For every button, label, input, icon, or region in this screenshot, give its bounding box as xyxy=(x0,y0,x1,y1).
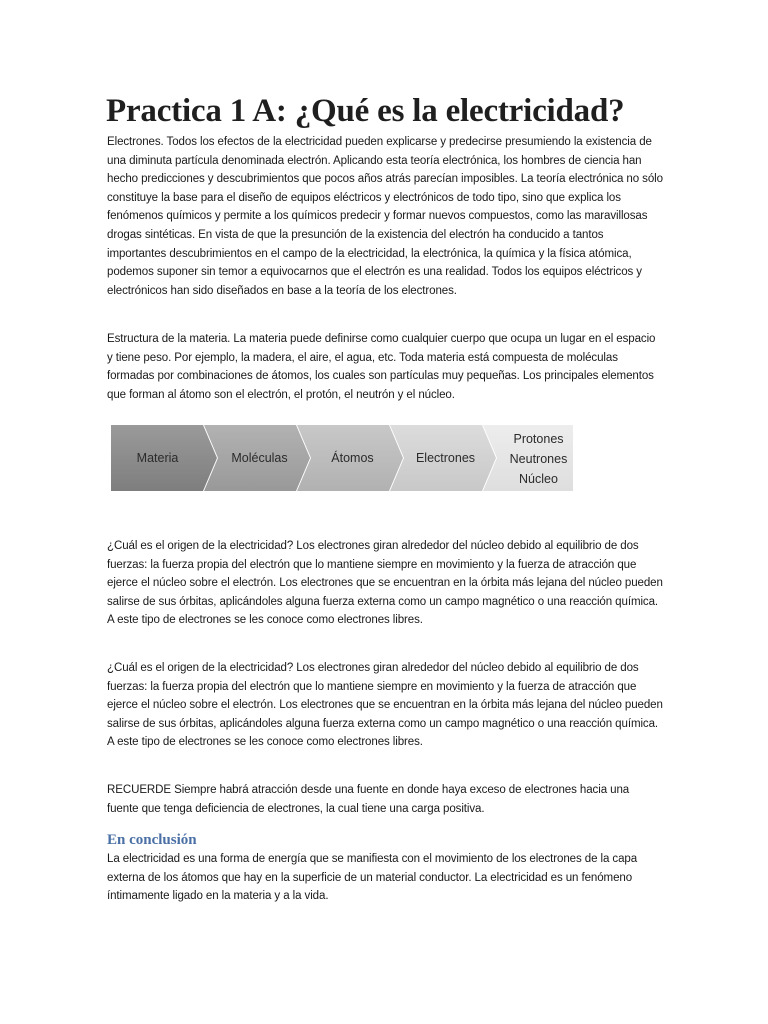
paragraph-text: ¿Cuál es el origen de la electricidad? Los electrones giran alrededor del núcleo debido al equilibrio de dos fuerzas: la fuerza propia del electrón que lo mantiene siempre en movimiento y la fuerza de atracción que ejerce el núcleo sobre el electrón. Los electrones que se encuentran en la órbita más lejana del núcleo pueden salirse de sus órbitas, aplicándoles alguna fuerza externa como un campo magnético o una reacción química. A este tipo de electrones se les conoce como electrones libres. xyxy=(107,662,663,749)
paragraph-electrones xyxy=(107,133,663,300)
diagram-step-label: Átomos xyxy=(331,451,374,465)
diagram-step-label: Moléculas xyxy=(231,451,288,465)
paragraph-text: Estructura de la materia. La materia puede definirse como cualquier cuerpo que ocupa un lugar en el espacio y tiene peso. Por ejemplo, la madera, el aire, el agua, etc. Toda materia está compuesta de moléculas formadas por combinaciones de átomos, los cuales son partículas muy pequeñas. Los principales elementos que forman al átomo son el electrón, el protón, el neutrón y el núcleo. xyxy=(107,333,656,401)
paragraph-text: RECUERDE Siempre habrá atracción desde una fuente en donde haya exceso de electrones hacia una fuente que tenga deficiencia de electrones, la cual tiene una carga positiva. xyxy=(107,784,630,815)
paragraph-origen-2 xyxy=(107,659,663,752)
process-diagram xyxy=(111,425,573,491)
paragraph-text: ¿Cuál es el origen de la electricidad? Los electrones giran alrededor del núcleo debido al equilibrio de dos fuerzas: la fuerza propia del electrón que lo mantiene siempre en movimiento y la fuerza de atracción que ejerce el núcleo sobre el electrón. Los electrones que se encuentran en la órbita más lejana del núcleo pueden salirse de sus órbitas, aplicándoles alguna fuerza externa como un campo magnético o una reacción química. A este tipo de electrones se les conoce como electrones libres. xyxy=(107,540,663,627)
process-diagram-svg xyxy=(111,425,573,491)
conclusion-heading: En conclusión xyxy=(107,832,197,848)
diagram-step-label: Neutrones xyxy=(509,452,568,466)
diagram-step-label: Materia xyxy=(136,451,179,465)
paragraph-text: Electrones. Todos los efectos de la electricidad pueden explicarse y predecirse presumiendo la existencia de una diminuta partícula denominada electrón. Aplicando esta teoría electrónica, los hombres de ciencia han hecho predicciones y descubrimientos que pocos años atrás parecían imposibles. La teoría electrónica no sólo constituye la base para el diseño de equipos eléctricos y electrónicos de todo tipo, sino que explica los fenómenos químicos y permite a los químicos predecir y formar nuevos compuestos, como las maravillosas drogas sintéticas. En vista de que la presunción de la existencia del electrón ha conducido a tantos importantes descubrimientos en el campo de la electricidad, la electrónica, la química y la física atómica, podemos suponer sin temor a equivocarnos que el electrón es una realidad. Todos los equipos eléctricos y electrónicos han sido diseñados en base a la teoría de los electrones. xyxy=(107,136,663,297)
diagram-step-label: Núcleo xyxy=(519,472,558,486)
diagram-step-label: Electrones xyxy=(415,451,476,465)
diagram-step-label: Protones xyxy=(513,432,564,446)
page-title: Practica 1 A: ¿Qué es la electricidad? xyxy=(106,93,625,129)
conclusion-text: La electricidad es una forma de energía que se manifiesta con el movimiento de los electrones de la capa externa de los átomos que hay en la superficie de un material conductor. La electricidad es un fenómeno íntimamente ligado en la materia y a la vida. xyxy=(107,853,638,903)
document-page xyxy=(107,92,663,132)
paragraph-estructura xyxy=(107,330,663,404)
conclusion-section xyxy=(107,830,663,906)
paragraph-recuerde xyxy=(107,781,663,818)
paragraph-origen-1 xyxy=(107,537,663,630)
